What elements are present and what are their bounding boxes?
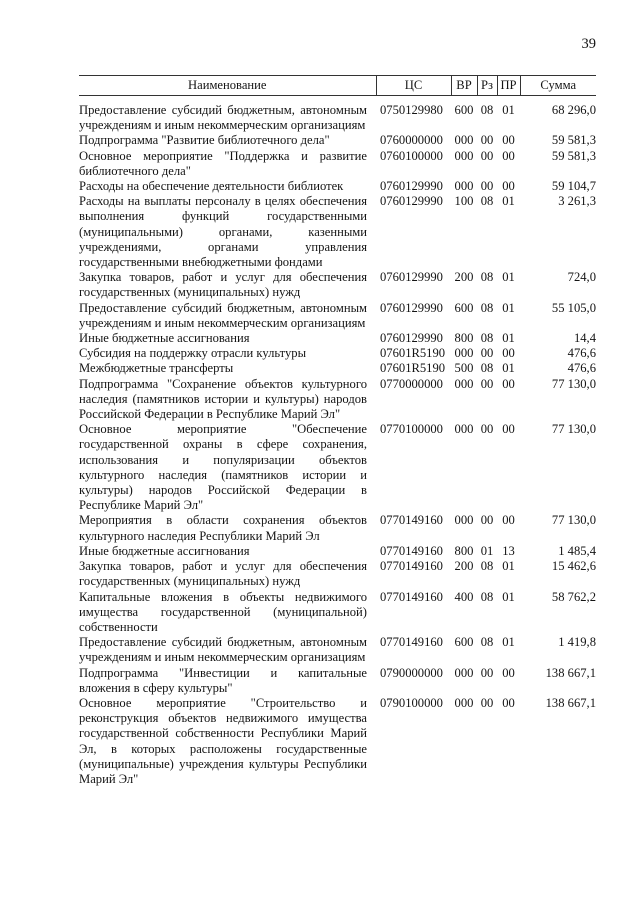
cell-vr: 000	[454, 513, 474, 528]
cell-cs: 0760129990	[380, 331, 443, 346]
cell-vr: 000	[454, 422, 474, 437]
cell-rz: 00	[480, 133, 494, 148]
cell-sum: 15 462,6	[551, 559, 596, 574]
cell-vr: 200	[454, 559, 474, 574]
table-row	[79, 346, 596, 361]
cell-vr: 600	[454, 103, 474, 117]
cell-sum: 476,6	[567, 361, 596, 376]
cell-cs: 07601R5190	[380, 361, 446, 376]
cell-name: Иные бюджетные ассигнования	[79, 331, 250, 346]
cell-pr: 01	[502, 589, 515, 604]
cell-name: Межбюджетные трансферты	[79, 361, 234, 376]
cell-vr: 800	[454, 543, 474, 558]
cell-cs: 0790000000	[380, 665, 443, 680]
cell-pr: 00	[502, 133, 515, 148]
cell-name: Подпрограмма "Развитие библиотечного дела"	[79, 133, 330, 148]
cell-vr: 600	[454, 635, 474, 650]
cell-rz: 00	[480, 695, 494, 710]
cell-cs: 0770100000	[380, 422, 443, 437]
cell-pr: 01	[502, 103, 515, 117]
cell-cs: 0790100000	[380, 695, 443, 710]
cell-rz: 08	[480, 270, 494, 285]
table-row	[79, 544, 596, 559]
header-pr: ПР	[497, 76, 520, 96]
cell-pr: 00	[502, 346, 515, 361]
cell-name: Предоставление субсидий бюджетным, автономным учреждениям и иным некоммерческим организациям	[79, 635, 367, 665]
cell-name: Основное мероприятие "Поддержка и развитие библиотечного дела"	[79, 148, 367, 178]
cell-vr: 600	[454, 300, 474, 315]
cell-rz: 00	[480, 179, 494, 194]
cell-vr: 000	[454, 665, 474, 680]
page-number: 39	[581, 36, 596, 52]
cell-sum: 1 485,4	[558, 543, 596, 558]
cell-rz: 00	[480, 148, 494, 163]
cell-sum: 58 762,2	[551, 589, 596, 604]
cell-name: Подпрограмма "Инвестиции и капитальные вложения в сферу культуры"	[79, 665, 367, 695]
table-row	[79, 133, 596, 148]
cell-vr: 000	[454, 148, 474, 163]
cell-pr: 01	[502, 331, 515, 346]
cell-pr: 00	[502, 665, 515, 680]
table-row	[79, 270, 596, 300]
table-row	[79, 194, 596, 270]
cell-pr: 00	[502, 422, 515, 437]
cell-pr: 00	[502, 148, 515, 163]
cell-sum: 59 581,3	[551, 133, 596, 148]
table-row	[79, 559, 596, 589]
cell-name: Закупка товаров, работ и услуг для обеспечения государственных (муниципальных) нужд	[79, 270, 367, 300]
table-row	[79, 103, 596, 133]
cell-vr: 400	[454, 589, 474, 604]
cell-cs: 0770149160	[380, 559, 443, 574]
cell-pr: 01	[502, 559, 515, 574]
cell-name: Закупка товаров, работ и услуг для обеспечения государственных (муниципальных) нужд	[79, 559, 367, 589]
table-row	[79, 331, 596, 346]
cell-cs: 0770149160	[380, 589, 443, 604]
cell-sum: 68 296,0	[551, 103, 596, 117]
cell-vr: 100	[454, 194, 474, 209]
cell-pr: 01	[502, 361, 515, 376]
cell-rz: 00	[480, 665, 494, 680]
cell-name: Мероприятия в области сохранения объектов культурного наследия Республики Марий Эл	[79, 513, 367, 543]
cell-rz: 00	[480, 513, 494, 528]
cell-cs: 0760100000	[380, 148, 443, 163]
cell-rz: 08	[480, 589, 494, 604]
cell-sum: 138 667,1	[545, 695, 596, 710]
cell-pr: 01	[502, 300, 515, 315]
cell-pr: 01	[502, 635, 515, 650]
cell-name: Основное мероприятие "Обеспечение государственной охраны в сфере сохранения, использования и популяризации объектов культурного наследия (памятников истории и культуры) народов Российской Федерации в Республике Марий Эл"	[79, 422, 367, 513]
cell-pr: 13	[502, 543, 515, 558]
cell-vr: 000	[454, 695, 474, 710]
cell-sum: 3 261,3	[558, 194, 596, 209]
cell-sum: 59 581,3	[551, 148, 596, 163]
cell-pr: 00	[502, 179, 515, 194]
cell-name: Подпрограмма "Сохранение объектов культурного наследия (памятников истории и культуры) народов Российской Федерации в Республике Марий Эл"	[79, 376, 367, 422]
cell-pr: 00	[502, 695, 515, 710]
cell-cs: 0760129990	[380, 179, 443, 194]
cell-vr: 800	[454, 331, 474, 346]
cell-pr: 00	[502, 513, 515, 528]
table-body	[79, 103, 596, 787]
cell-name: Предоставление субсидий бюджетным, автономным учреждениям и иным некоммерческим организациям	[79, 300, 367, 330]
cell-vr: 500	[454, 361, 474, 376]
table-row	[79, 635, 596, 665]
cell-vr: 000	[454, 133, 474, 148]
cell-rz: 08	[480, 331, 494, 346]
cell-vr: 200	[454, 270, 474, 285]
cell-rz: 01	[480, 543, 494, 558]
cell-rz: 08	[480, 559, 494, 574]
cell-sum: 14,4	[573, 331, 596, 346]
cell-name: Иные бюджетные ассигнования	[79, 543, 250, 558]
table-row	[79, 696, 596, 787]
cell-name: Расходы на выплаты персоналу в целях обеспечения выполнения функций государственными (муниципальными) органами, казенными учреждениями, органами управления государственными внебюджетными фондами	[79, 194, 367, 270]
cell-name: Предоставление субсидий бюджетным, автономным учреждениям и иным некоммерческим организациям	[79, 103, 367, 133]
table-row	[79, 301, 596, 331]
cell-cs: 0770149160	[380, 513, 443, 528]
header-sum: Сумма	[520, 76, 596, 96]
cell-cs: 0770149160	[380, 635, 443, 650]
cell-sum: 1 419,8	[558, 635, 596, 650]
header-vr: ВР	[451, 76, 477, 96]
cell-vr: 000	[454, 346, 474, 361]
cell-cs: 07601R5190	[380, 346, 446, 361]
cell-rz: 00	[480, 376, 494, 391]
cell-pr: 01	[502, 194, 515, 209]
cell-name: Субсидия на поддержку отрасли культуры	[79, 346, 307, 361]
cell-vr: 000	[454, 179, 474, 194]
header-cs: ЦС	[376, 76, 451, 96]
cell-sum: 55 105,0	[551, 300, 596, 315]
cell-name: Расходы на обеспечение деятельности библиотек	[79, 179, 344, 194]
cell-name: Основное мероприятие "Строительство и реконструкция объектов недвижимого имущества государственной собственности Республики Марий Эл, в которых расположены государственные (муниципальные) учреждения культуры Республики Марий Эл"	[79, 695, 367, 786]
cell-cs: 0760129990	[380, 270, 443, 285]
cell-sum: 138 667,1	[545, 665, 596, 680]
cell-cs: 0760129990	[380, 194, 443, 209]
cell-cs: 0770000000	[380, 376, 443, 391]
cell-cs: 0760000000	[380, 133, 443, 148]
cell-rz: 08	[480, 635, 494, 650]
cell-sum: 77 130,0	[551, 422, 596, 437]
cell-rz: 08	[480, 194, 494, 209]
header-name: Наименование	[79, 76, 376, 96]
table-row	[79, 590, 596, 636]
cell-cs: 0760129990	[380, 300, 443, 315]
table-row	[79, 149, 596, 179]
table-row	[79, 361, 596, 376]
cell-pr: 00	[502, 376, 515, 391]
cell-cs: 0750129980	[380, 103, 443, 117]
cell-name: Капитальные вложения в объекты недвижимого имущества государственной (муниципальной) собственности	[79, 589, 367, 634]
cell-sum: 724,0	[567, 270, 596, 285]
cell-rz: 08	[480, 361, 494, 376]
table-row	[79, 179, 596, 194]
cell-cs: 0770149160	[380, 543, 443, 558]
cell-rz: 08	[480, 103, 494, 117]
cell-rz: 00	[480, 422, 494, 437]
cell-vr: 000	[454, 376, 474, 391]
cell-sum: 59 104,7	[551, 179, 596, 194]
cell-rz: 08	[480, 300, 494, 315]
table-row	[79, 513, 596, 543]
table-row	[79, 377, 596, 423]
cell-sum: 77 130,0	[551, 513, 596, 528]
cell-pr: 01	[502, 270, 515, 285]
table-row	[79, 666, 596, 696]
cell-sum: 476,6	[567, 346, 596, 361]
table-row	[79, 422, 596, 513]
cell-sum: 77 130,0	[551, 376, 596, 391]
budget-table	[79, 75, 596, 787]
table-header	[79, 76, 596, 104]
header-rz: Рз	[477, 76, 497, 96]
cell-rz: 00	[480, 346, 494, 361]
